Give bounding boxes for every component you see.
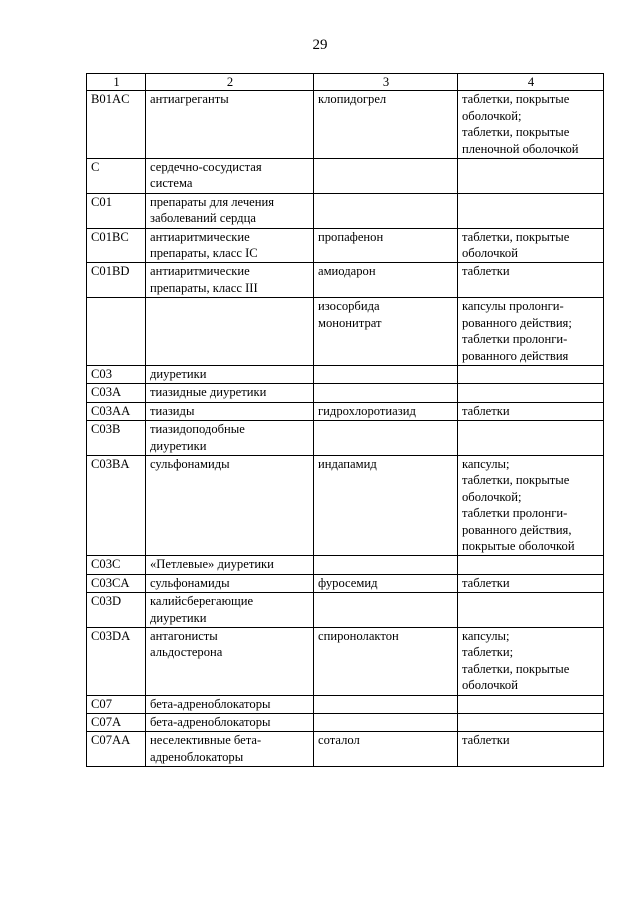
dosage-form-cell	[458, 421, 604, 456]
table-row	[87, 91, 604, 159]
atc-code-cell	[87, 695, 146, 713]
group-cell	[146, 574, 314, 592]
cell-text-line: антиаритмические	[150, 264, 250, 279]
atc-code-cell	[87, 159, 146, 194]
table-row	[87, 574, 604, 592]
cell-text-line: покрытые оболочкой	[462, 538, 575, 553]
cell-text-line: C07AA	[91, 733, 131, 748]
cell-text-line: бета-адреноблокаторы	[150, 696, 271, 711]
cell-text-line: C07	[91, 696, 112, 711]
cell-text-line: бета-адреноблокаторы	[150, 715, 271, 730]
cell-text-line: неселективные бета-	[150, 733, 262, 748]
group-cell	[146, 714, 314, 732]
cell-text-line: C03AA	[91, 403, 131, 418]
cell-text-line: таблетки, покрытые	[462, 473, 570, 488]
cell-text-line: спиронолактон	[318, 629, 399, 643]
cell-text-line: препараты, класс III	[150, 280, 258, 295]
table-row	[87, 732, 604, 767]
table-row	[87, 714, 604, 732]
drug-name-cell	[314, 695, 458, 713]
table-row	[87, 384, 604, 402]
cell-text-line: индапамид	[318, 456, 377, 471]
cell-text-line: «Петлевые» диуретики	[150, 557, 274, 572]
cell-text-line: рованного действия,	[462, 522, 572, 537]
drug-name-cell	[314, 263, 458, 298]
table-row	[87, 298, 604, 366]
cell-text-line: C01BD	[91, 264, 130, 279]
group-cell	[146, 365, 314, 383]
drug-name-cell	[314, 574, 458, 592]
table-row	[87, 695, 604, 713]
table-row	[87, 593, 604, 628]
cell-text-line: рованного действия;	[462, 315, 572, 330]
cell-text-line: таблетки	[462, 733, 510, 748]
atc-code-cell	[87, 298, 146, 366]
cell-text-line: тиазидные диуретики	[150, 385, 267, 400]
dosage-form-cell	[458, 159, 604, 194]
dosage-form-cell	[458, 298, 604, 366]
cell-text-line: гидрохлоротиазид	[318, 403, 416, 418]
cell-text-line: капсулы пролонги-	[462, 299, 564, 314]
cell-text-line: рованного действия	[462, 348, 569, 363]
cell-text-line: C07A	[91, 715, 122, 730]
cell-text-line: таблетки, покрытые	[462, 92, 570, 107]
cell-text-line: калийсберегающие	[150, 594, 254, 609]
drug-name-cell	[314, 298, 458, 366]
dosage-form-cell	[458, 193, 604, 228]
atc-code-cell	[87, 732, 146, 767]
cell-text-line: оболочкой	[462, 246, 518, 261]
cell-text-line: C01BC	[91, 229, 129, 244]
atc-code-cell	[87, 574, 146, 592]
cell-text-line: C03B	[91, 422, 121, 437]
cell-text-line: B01AC	[91, 92, 130, 107]
drug-name-cell	[314, 159, 458, 194]
drug-name-cell	[314, 556, 458, 574]
cell-text-line: альдостерона	[150, 645, 223, 660]
column-header-2: 2	[146, 74, 314, 91]
cell-text-line: таблетки	[462, 264, 510, 279]
atc-code-cell	[87, 365, 146, 383]
cell-text-line: пленочной оболочкой	[462, 141, 579, 156]
group-cell	[146, 91, 314, 159]
drug-name-cell	[314, 228, 458, 263]
cell-text-line: диуретики	[150, 610, 207, 625]
dosage-form-cell	[458, 574, 604, 592]
cell-text-line: диуретики	[150, 438, 207, 453]
drug-name-cell	[314, 384, 458, 402]
group-cell	[146, 556, 314, 574]
table-row	[87, 421, 604, 456]
table-row	[87, 159, 604, 194]
drug-name-cell	[314, 593, 458, 628]
drug-name-cell	[314, 628, 458, 696]
cell-text-line: соталол	[318, 733, 360, 748]
group-cell	[146, 628, 314, 696]
cell-text-line: таблетки, покрытые	[462, 229, 570, 244]
group-cell	[146, 402, 314, 420]
cell-text-line: C03D	[91, 594, 122, 609]
dosage-form-cell	[458, 384, 604, 402]
drug-name-cell	[314, 732, 458, 767]
atc-code-cell	[87, 455, 146, 555]
atc-code-cell	[87, 228, 146, 263]
cell-text-line: антиаритмические	[150, 229, 250, 244]
atc-code-cell	[87, 556, 146, 574]
atc-code-cell	[87, 714, 146, 732]
table-row	[87, 556, 604, 574]
drug-name-cell	[314, 193, 458, 228]
cell-text-line: капсулы;	[462, 456, 510, 471]
dosage-form-cell	[458, 695, 604, 713]
group-cell	[146, 263, 314, 298]
drug-table	[86, 73, 604, 767]
group-cell	[146, 455, 314, 555]
group-cell	[146, 695, 314, 713]
drug-name-cell	[314, 714, 458, 732]
cell-text-line: антиагреганты	[150, 92, 229, 107]
cell-text-line: C01	[91, 194, 112, 209]
group-cell	[146, 193, 314, 228]
cell-text-line: таблетки пролонги-	[462, 332, 568, 347]
cell-text-line: таблетки	[462, 403, 510, 418]
cell-text-line: таблетки;	[462, 645, 514, 660]
group-cell	[146, 298, 314, 366]
cell-text-line: C03C	[91, 557, 121, 572]
cell-text-line: мононитрат	[318, 315, 382, 330]
cell-text-line: C03DA	[91, 629, 131, 643]
group-cell	[146, 421, 314, 456]
table-row	[87, 365, 604, 383]
cell-text-line: система	[150, 176, 193, 191]
cell-text-line: пропафенон	[318, 229, 384, 244]
table-row	[87, 193, 604, 228]
table-header-row	[87, 74, 604, 91]
cell-text-line: тиазидоподобные	[150, 422, 245, 437]
page-number: 29	[312, 37, 328, 53]
drug-name-cell	[314, 402, 458, 420]
group-cell	[146, 228, 314, 263]
table-row	[87, 263, 604, 298]
dosage-form-cell	[458, 263, 604, 298]
cell-text-line: сульфонамиды	[150, 575, 230, 590]
cell-text-line: сердечно-сосудистая	[150, 160, 262, 175]
atc-code-cell	[87, 91, 146, 159]
cell-text-line: заболеваний сердца	[150, 211, 256, 226]
dosage-form-cell	[458, 455, 604, 555]
table-row	[87, 228, 604, 263]
dosage-form-cell	[458, 402, 604, 420]
group-cell	[146, 159, 314, 194]
dosage-form-cell	[458, 91, 604, 159]
cell-text-line: антагонисты	[150, 629, 218, 643]
table-row	[87, 628, 604, 696]
cell-text-line: таблетки пролонги-	[462, 506, 568, 521]
atc-code-cell	[87, 263, 146, 298]
cell-text-line: сульфонамиды	[150, 456, 230, 471]
cell-text-line: C03A	[91, 385, 122, 400]
column-header-3: 3	[314, 74, 458, 91]
dosage-form-cell	[458, 556, 604, 574]
column-header-1: 1	[87, 74, 146, 91]
dosage-form-cell	[458, 365, 604, 383]
cell-text-line: таблетки	[462, 575, 510, 590]
atc-code-cell	[87, 421, 146, 456]
cell-text-line: C	[91, 160, 100, 175]
drug-name-cell	[314, 91, 458, 159]
cell-text-line: амиодарон	[318, 264, 376, 279]
cell-text-line: оболочкой;	[462, 108, 522, 123]
atc-code-cell	[87, 402, 146, 420]
cell-text-line: диуретики	[150, 366, 207, 381]
cell-text-line: препараты, класс IC	[150, 246, 258, 261]
atc-code-cell	[87, 628, 146, 696]
dosage-form-cell	[458, 714, 604, 732]
cell-text-line: C03BA	[91, 456, 130, 471]
cell-text-line: таблетки, покрытые	[462, 661, 570, 676]
dosage-form-cell	[458, 628, 604, 696]
dosage-form-cell	[458, 593, 604, 628]
dosage-form-cell	[458, 228, 604, 263]
cell-text-line: таблетки, покрытые	[462, 125, 570, 140]
cell-text-line: C03	[91, 366, 112, 381]
cell-text-line: фуросемид	[318, 575, 378, 590]
cell-text-line: капсулы;	[462, 629, 510, 643]
drug-name-cell	[314, 455, 458, 555]
group-cell	[146, 384, 314, 402]
table-row	[87, 402, 604, 420]
drug-name-cell	[314, 365, 458, 383]
cell-text-line: клопидогрел	[318, 92, 387, 107]
group-cell	[146, 732, 314, 767]
cell-text-line: изосорбида	[318, 299, 380, 314]
cell-text-line: оболочкой	[462, 678, 518, 693]
atc-code-cell	[87, 384, 146, 402]
drug-name-cell	[314, 421, 458, 456]
atc-code-cell	[87, 193, 146, 228]
cell-text-line: адреноблокаторы	[150, 749, 244, 764]
cell-text-line: C03CA	[91, 575, 130, 590]
column-header-4: 4	[458, 74, 604, 91]
atc-code-cell	[87, 593, 146, 628]
cell-text-line: препараты для лечения	[150, 194, 275, 209]
cell-text-line: оболочкой;	[462, 489, 522, 504]
dosage-form-cell	[458, 732, 604, 767]
table-body	[87, 91, 604, 767]
cell-text-line: тиазиды	[150, 403, 195, 418]
table-row	[87, 455, 604, 555]
group-cell	[146, 593, 314, 628]
